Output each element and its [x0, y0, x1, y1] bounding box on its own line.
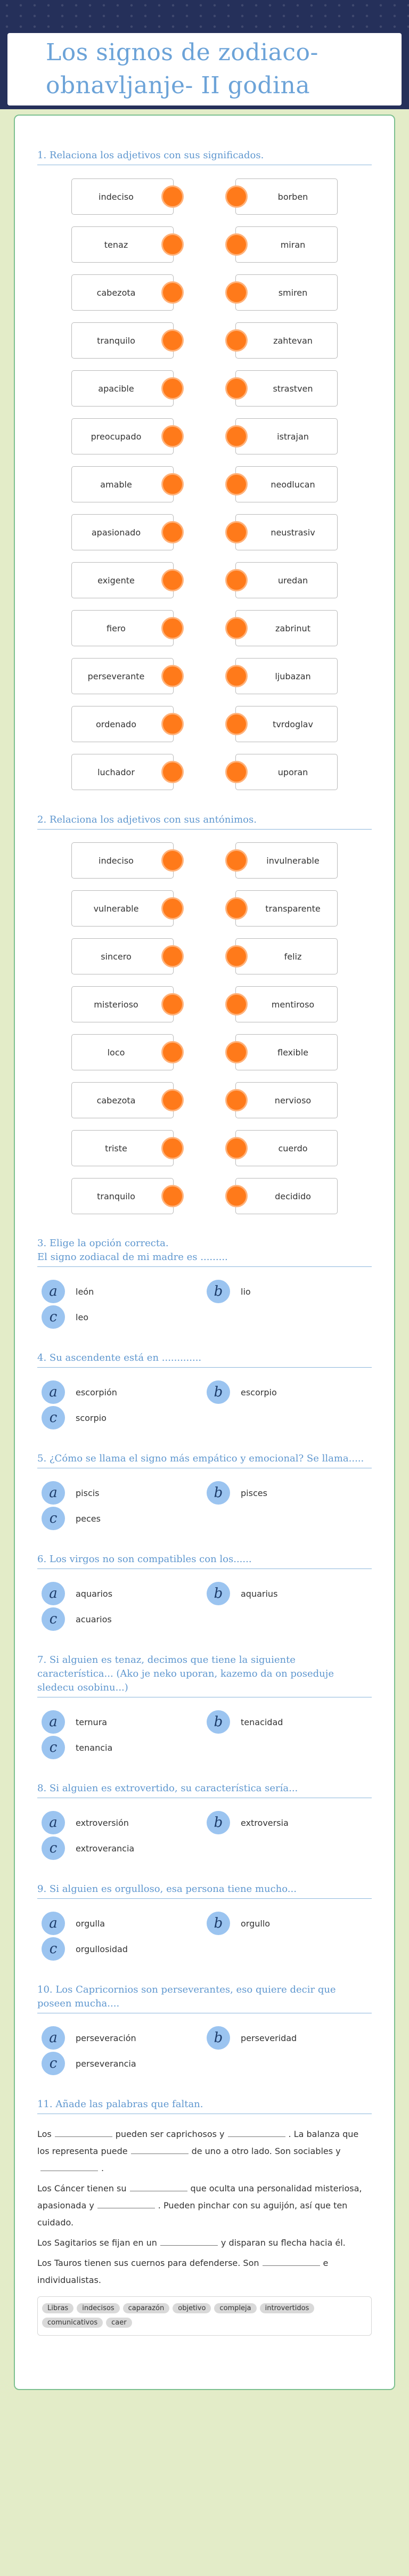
option-letter[interactable]: c — [42, 1607, 65, 1631]
blank-field[interactable] — [131, 2144, 189, 2154]
match-term-left[interactable] — [71, 370, 174, 407]
match-term-right[interactable] — [235, 986, 338, 1022]
connector-dot[interactable] — [161, 617, 184, 639]
match-term-right[interactable] — [235, 226, 338, 263]
match-row — [71, 465, 338, 504]
match-term-left[interactable] — [71, 514, 174, 550]
connector-dot[interactable] — [161, 1185, 184, 1207]
match-row — [71, 369, 338, 408]
match-row — [71, 841, 338, 880]
question-title: 6. Los virgos no son compatibles con los...... — [37, 1553, 372, 1569]
question-title: 2. Relaciona los adjetivos con sus antónimos. — [37, 813, 372, 830]
term-label: transparente — [265, 903, 321, 914]
word-bank — [37, 2296, 372, 2336]
question-block — [37, 1983, 372, 2076]
match-term-left[interactable] — [71, 1082, 174, 1118]
option-text: escorpión — [76, 1387, 117, 1397]
term-label: sincero — [101, 951, 132, 962]
connector-dot[interactable] — [225, 897, 248, 920]
text-span: e individualistas. — [37, 2258, 329, 2285]
connector-dot[interactable] — [161, 569, 184, 591]
match-term-right[interactable] — [235, 1178, 338, 1214]
match-row — [71, 1081, 338, 1119]
term-label: smiren — [278, 287, 308, 298]
fill-in-text — [37, 2126, 372, 2289]
term-label: mentiroso — [271, 999, 315, 1010]
option-text: aquarios — [76, 1588, 113, 1599]
match-term-right[interactable] — [235, 938, 338, 974]
connector-dot[interactable] — [161, 1137, 184, 1159]
question-title: 5. ¿Cómo se llama el signo más empático y emocional? Se llama..... — [37, 1452, 372, 1468]
word-chip[interactable]: compleja — [214, 2303, 256, 2313]
answer-option[interactable] — [42, 1379, 207, 1405]
option-text: ternura — [76, 1717, 108, 1727]
answer-option[interactable] — [42, 1835, 207, 1861]
match-term-left[interactable] — [71, 658, 174, 694]
page-header — [0, 0, 409, 109]
option-letter[interactable]: a — [42, 1811, 65, 1834]
option-text: orgullosidad — [76, 1944, 128, 1954]
question-title: 9. Si alguien es orgulloso, esa persona tiene mucho... — [37, 1882, 372, 1899]
connector-dot[interactable] — [161, 713, 184, 735]
term-label: apacible — [98, 383, 134, 394]
term-label: preocupado — [91, 431, 142, 442]
option-text: lio — [241, 1286, 251, 1297]
match-row — [71, 417, 338, 456]
term-label: loco — [107, 1047, 125, 1058]
match-row — [71, 752, 338, 792]
option-text: león — [76, 1286, 94, 1297]
answer-option[interactable] — [207, 1911, 372, 1936]
term-label: luchador — [97, 767, 135, 777]
match-term-right[interactable] — [235, 514, 338, 550]
term-label: ordenado — [96, 719, 136, 729]
blank-field[interactable] — [228, 2127, 285, 2137]
fill-in-section — [37, 2098, 372, 2336]
text-span: . — [101, 2163, 104, 2173]
connector-dot[interactable] — [161, 993, 184, 1015]
answer-option[interactable] — [42, 2051, 207, 2076]
text-span: Los Sagitarios se fijan en un — [37, 2238, 157, 2248]
text-span: Los Cáncer tienen su — [37, 2183, 127, 2193]
match-term-left[interactable] — [71, 226, 174, 263]
connector-dot[interactable] — [161, 897, 184, 920]
word-chip[interactable]: comunicativos — [42, 2318, 103, 2328]
connector-dot[interactable] — [225, 849, 248, 872]
text-span: Los — [37, 2129, 52, 2139]
term-label: ljubazan — [275, 671, 311, 681]
fill-paragraph — [37, 2255, 372, 2289]
answer-option[interactable] — [207, 1480, 372, 1506]
word-chip[interactable]: Libras — [42, 2303, 73, 2313]
answer-option[interactable] — [42, 1810, 207, 1835]
option-text: peces — [76, 1513, 101, 1524]
text-span: Los Tauros tienen sus cuernos para defenderse. Son — [37, 2258, 259, 2268]
option-letter[interactable]: c — [42, 1305, 65, 1329]
term-label: invulnerable — [266, 855, 320, 866]
connector-dot[interactable] — [225, 1041, 248, 1063]
connector-dot[interactable] — [161, 665, 184, 687]
term-label: flexible — [277, 1047, 308, 1058]
match-term-left[interactable] — [71, 754, 174, 790]
term-label: feliz — [284, 951, 302, 962]
match-term-right[interactable] — [235, 418, 338, 454]
question-title: 8. Si alguien es extrovertido, su característica sería... — [37, 1782, 372, 1798]
term-label: vulnerable — [93, 903, 139, 914]
match-term-right[interactable] — [235, 754, 338, 790]
term-label: decidido — [275, 1191, 311, 1201]
connector-dot[interactable] — [225, 377, 248, 400]
match-term-right[interactable] — [235, 178, 338, 215]
question-title: 10. Los Capricornios son perseverantes, eso quiere decir que poseen mucha.... — [37, 1983, 372, 2013]
fill-paragraph — [37, 2234, 372, 2252]
answer-option[interactable] — [42, 1304, 207, 1330]
connector-dot[interactable] — [225, 665, 248, 687]
term-label: tenaz — [104, 239, 128, 250]
match-term-right[interactable] — [235, 562, 338, 598]
term-label: uredan — [277, 575, 308, 586]
option-letter[interactable]: c — [42, 1406, 65, 1429]
match-term-right[interactable] — [235, 274, 338, 311]
term-label: fiero — [107, 623, 126, 633]
fill-paragraph — [37, 2126, 372, 2177]
word-chip[interactable]: indecisos — [77, 2303, 119, 2313]
option-text: escorpio — [241, 1387, 277, 1397]
option-letter[interactable]: b — [207, 1380, 230, 1404]
option-letter[interactable]: a — [42, 1710, 65, 1734]
word-chip[interactable]: caparazón — [123, 2303, 170, 2313]
match-term-right[interactable] — [235, 1130, 338, 1166]
answer-option[interactable] — [42, 2025, 207, 2051]
option-text: tenancia — [76, 1742, 113, 1753]
match-row — [71, 656, 338, 696]
blank-field[interactable] — [263, 2256, 320, 2266]
text-span: de uno a otro lado. Son sociables y — [191, 2146, 341, 2156]
connector-dot[interactable] — [225, 713, 248, 735]
word-chip[interactable]: introvertidos — [260, 2303, 315, 2313]
match-term-left[interactable] — [71, 418, 174, 454]
answer-options — [37, 2025, 372, 2076]
option-letter[interactable]: c — [42, 1836, 65, 1860]
text-span: pueden ser caprichosos y — [115, 2129, 225, 2139]
option-letter[interactable]: a — [42, 1380, 65, 1404]
match-row — [71, 1033, 338, 1071]
option-text: extroversia — [241, 1817, 289, 1828]
question-block — [37, 1653, 372, 1760]
answer-options — [37, 1709, 372, 1760]
term-label: cabezota — [96, 1095, 136, 1106]
blank-field[interactable] — [160, 2236, 218, 2246]
connector-dot[interactable] — [161, 521, 184, 543]
connector-dot[interactable] — [225, 329, 248, 352]
match-term-left[interactable] — [71, 562, 174, 598]
match-row — [71, 608, 338, 648]
blank-field[interactable] — [55, 2127, 112, 2137]
match-term-left[interactable] — [71, 842, 174, 879]
match-term-right[interactable] — [235, 322, 338, 359]
term-label: cabezota — [96, 287, 136, 298]
connector-dot[interactable] — [225, 569, 248, 591]
term-label: indeciso — [99, 191, 134, 202]
match-term-left[interactable] — [71, 1130, 174, 1166]
answer-option[interactable] — [207, 1581, 372, 1606]
term-label: cuerdo — [278, 1143, 308, 1153]
option-text: perseverancia — [76, 2058, 136, 2069]
match-term-right[interactable] — [235, 658, 338, 694]
header-pattern — [0, 0, 409, 32]
option-text: orgullo — [241, 1918, 271, 1929]
text-span: que oculta una personalidad misteriosa, apasionada y — [37, 2183, 362, 2211]
match-row — [71, 937, 338, 976]
match-row — [71, 985, 338, 1023]
connector-dot[interactable] — [161, 1089, 184, 1111]
match-term-left[interactable] — [71, 938, 174, 974]
match-row — [71, 513, 338, 552]
match-row — [71, 273, 338, 312]
answer-options — [37, 1911, 372, 1962]
question-block — [37, 1351, 372, 1431]
match-row — [71, 225, 338, 264]
match-term-left[interactable] — [71, 890, 174, 927]
question-block — [37, 1553, 372, 1632]
option-letter[interactable]: c — [42, 2052, 65, 2075]
term-label: amable — [100, 479, 132, 490]
option-text: orgulla — [76, 1918, 105, 1929]
answer-option[interactable] — [42, 1911, 207, 1936]
word-chip[interactable]: caer — [106, 2318, 132, 2328]
term-label: indeciso — [99, 855, 134, 866]
answer-option[interactable] — [42, 1581, 207, 1606]
match-term-left[interactable] — [71, 178, 174, 215]
question-title: 1. Relaciona los adjetivos con sus significados. — [37, 149, 372, 165]
term-label: borben — [277, 191, 308, 202]
match-term-right[interactable] — [235, 370, 338, 407]
term-label: tvrdoglav — [273, 719, 313, 729]
option-letter[interactable]: b — [207, 1582, 230, 1605]
term-label: strastven — [273, 383, 313, 394]
option-letter[interactable]: a — [42, 1582, 65, 1605]
connector-dot[interactable] — [161, 425, 184, 448]
answer-option[interactable] — [42, 1480, 207, 1506]
option-letter[interactable]: c — [42, 1507, 65, 1530]
option-text: piscis — [76, 1488, 100, 1498]
option-text: scorpio — [76, 1412, 107, 1423]
match-row — [71, 560, 338, 600]
term-label: misterioso — [94, 999, 138, 1010]
connector-dot[interactable] — [161, 185, 184, 208]
match-term-left[interactable] — [71, 322, 174, 359]
match-term-right[interactable] — [235, 890, 338, 927]
answer-options — [37, 1480, 372, 1531]
question-block — [37, 1237, 372, 1330]
answer-options — [37, 1379, 372, 1431]
connector-dot[interactable] — [225, 473, 248, 495]
answer-options — [37, 1581, 372, 1632]
connector-dot[interactable] — [225, 993, 248, 1015]
option-letter[interactable]: a — [42, 1481, 65, 1505]
option-text: extroverancia — [76, 1843, 135, 1854]
answer-options — [37, 1810, 372, 1861]
term-label: triste — [105, 1143, 127, 1153]
term-label: istrajan — [277, 431, 309, 442]
question-title: 7. Si alguien es tenaz, decimos que tiene la siguiente característica... (Ako je neko uporan, kazemo da on poseduje sledecu osobinu...) — [37, 1653, 372, 1697]
answer-option[interactable] — [42, 1936, 207, 1962]
connector-dot[interactable] — [161, 377, 184, 400]
connector-dot[interactable] — [225, 761, 248, 783]
connector-dot[interactable] — [225, 617, 248, 639]
question-title: 11. Añade las palabras que faltan. — [37, 2098, 372, 2114]
option-letter[interactable]: b — [207, 1280, 230, 1303]
option-text: acuarios — [76, 1614, 112, 1624]
option-letter[interactable]: c — [42, 1736, 65, 1759]
answer-option[interactable] — [207, 1279, 372, 1304]
connector-dot[interactable] — [225, 185, 248, 208]
connector-dot[interactable] — [161, 849, 184, 872]
answer-option[interactable] — [207, 2025, 372, 2051]
connector-dot[interactable] — [161, 761, 184, 783]
connector-dot[interactable] — [161, 473, 184, 495]
connector-dot[interactable] — [161, 281, 184, 304]
option-letter[interactable]: b — [207, 1710, 230, 1734]
option-letter[interactable]: b — [207, 1912, 230, 1935]
term-label: miran — [280, 239, 306, 250]
connector-dot[interactable] — [225, 425, 248, 448]
answer-option[interactable] — [42, 1709, 207, 1735]
answer-option[interactable] — [207, 1379, 372, 1405]
question-title: 3. Elige la opción correcta. El signo zodiacal de mi madre es ......... — [37, 1237, 372, 1267]
term-label: tranquilo — [97, 335, 135, 346]
connector-dot[interactable] — [161, 1041, 184, 1063]
match-row — [71, 889, 338, 928]
match-row — [71, 177, 338, 216]
match-term-right[interactable] — [235, 610, 338, 646]
match-term-right[interactable] — [235, 706, 338, 742]
answer-options — [37, 1279, 372, 1330]
match-term-right[interactable] — [235, 842, 338, 879]
option-letter[interactable]: a — [42, 1912, 65, 1935]
option-text: extroversión — [76, 1817, 129, 1828]
option-letter[interactable]: b — [207, 1811, 230, 1834]
match-row — [71, 1177, 338, 1215]
blank-field[interactable] — [130, 2182, 187, 2191]
option-text: pisces — [241, 1488, 267, 1498]
term-label: perseverante — [87, 671, 145, 681]
option-letter[interactable]: a — [42, 1280, 65, 1303]
option-letter[interactable]: b — [207, 2026, 230, 2050]
option-letter[interactable]: b — [207, 1481, 230, 1505]
question-block — [37, 1882, 372, 1962]
fill-paragraph — [37, 2180, 372, 2231]
answer-option[interactable] — [42, 1735, 207, 1760]
match-term-right[interactable] — [235, 1034, 338, 1070]
answer-option[interactable] — [207, 1810, 372, 1835]
connector-dot[interactable] — [225, 1089, 248, 1111]
match-term-left[interactable] — [71, 1178, 174, 1214]
multiple-choice-questions — [37, 1237, 372, 2076]
connector-dot[interactable] — [225, 1185, 248, 1207]
match-section-1 — [37, 149, 372, 792]
worksheet-card — [14, 115, 395, 2390]
answer-option[interactable] — [207, 1709, 372, 1735]
term-label: apasionado — [91, 527, 141, 538]
match-pairs — [71, 841, 338, 1215]
text-span: . La balanza que los representa puede — [37, 2129, 359, 2156]
term-label: neodlucan — [271, 479, 315, 490]
connector-dot[interactable] — [225, 945, 248, 968]
connector-dot[interactable] — [225, 521, 248, 543]
term-label: uporan — [277, 767, 308, 777]
connector-dot[interactable] — [225, 233, 248, 256]
blank-field[interactable] — [97, 2199, 155, 2208]
text-span: y disparan su flecha hacia él. — [220, 2238, 346, 2248]
term-label: neustrasiv — [271, 527, 315, 538]
option-text: tenacidad — [241, 1717, 283, 1727]
answer-option[interactable] — [42, 1405, 207, 1431]
match-term-left[interactable] — [71, 466, 174, 502]
match-term-left[interactable] — [71, 706, 174, 742]
text-span: . Pueden pinchar con su aguijón, así que ten cuidado. — [37, 2200, 348, 2228]
connector-dot[interactable] — [161, 233, 184, 256]
connector-dot[interactable] — [161, 329, 184, 352]
match-term-right[interactable] — [235, 1082, 338, 1118]
option-letter[interactable]: c — [42, 1937, 65, 1961]
match-term-left[interactable] — [71, 274, 174, 311]
match-row — [71, 704, 338, 744]
question-title: 4. Su ascendente está en ............. — [37, 1351, 372, 1368]
option-letter[interactable]: a — [42, 2026, 65, 2050]
option-text: perseveración — [76, 2033, 136, 2043]
connector-dot[interactable] — [225, 281, 248, 304]
question-block — [37, 1452, 372, 1531]
match-pairs — [71, 177, 338, 792]
term-label: nervioso — [274, 1095, 312, 1106]
option-text: perseveridad — [241, 2033, 297, 2043]
term-label: tranquilo — [97, 1191, 135, 1201]
term-label: zahtevan — [273, 335, 313, 346]
answer-option[interactable] — [42, 1279, 207, 1304]
match-term-left[interactable] — [71, 610, 174, 646]
match-term-left[interactable] — [71, 986, 174, 1022]
question-block — [37, 1782, 372, 1861]
option-text: aquarius — [241, 1588, 278, 1599]
option-text: leo — [76, 1312, 89, 1322]
answer-option[interactable] — [42, 1506, 207, 1531]
connector-dot[interactable] — [161, 945, 184, 968]
term-label: exigente — [97, 575, 135, 586]
connector-dot[interactable] — [225, 1137, 248, 1159]
term-label: zabrinut — [275, 623, 310, 633]
match-term-left[interactable] — [71, 1034, 174, 1070]
match-term-right[interactable] — [235, 466, 338, 502]
match-row — [71, 1129, 338, 1167]
worksheet-title: Los signos de zodiaco-obnavljanje- II godina — [7, 33, 402, 105]
word-chip[interactable]: objetivo — [173, 2303, 211, 2313]
match-row — [71, 321, 338, 360]
answer-option[interactable] — [42, 1606, 207, 1632]
blank-field[interactable] — [40, 2161, 98, 2171]
match-section-2 — [37, 813, 372, 1215]
